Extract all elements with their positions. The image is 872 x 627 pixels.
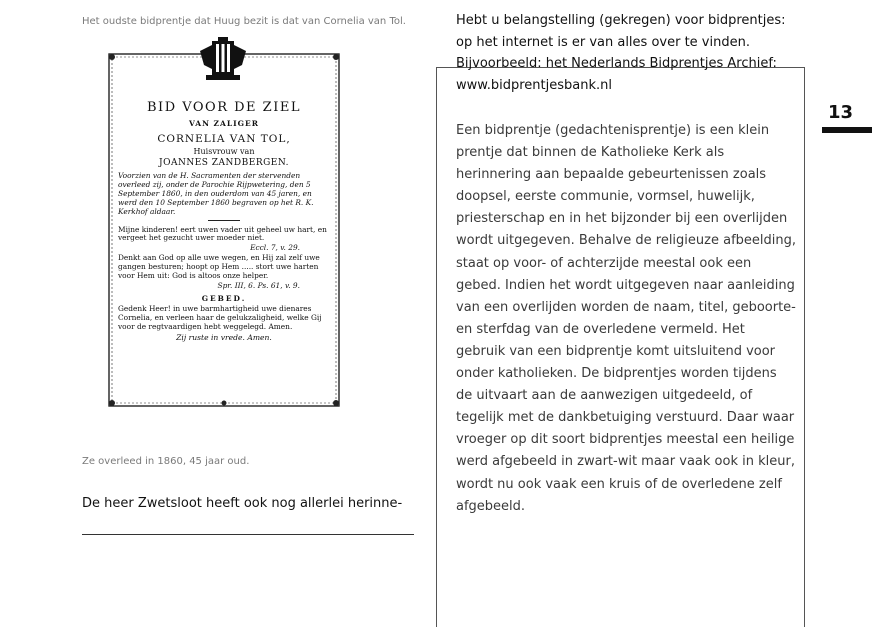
archive-link[interactable]: www.bidprentjesbank.nl — [456, 78, 612, 94]
card-prayer-heading: GEBED. — [201, 293, 247, 303]
card-reference-1: Eccl. 7, v. 29. — [250, 243, 300, 253]
intro-paragraph — [456, 10, 796, 97]
card-title: BID VOOR DE ZIEL — [147, 100, 301, 115]
card-details: Voorzien van de H. Sacramenten der stervenden overleed zij, onder de Parochie Rijpwetering, den 5 September 1860, in den ouderdom van 45 jaren, en werd den 10 September 1860 begraven op het R. K. Kerkhof aldaar. — [118, 171, 314, 216]
left-column-text: De heer Zwetsloot heeft ook nog allerlei herinne- — [82, 496, 403, 511]
card-subtitle: VAN ZALIGER — [189, 118, 259, 128]
card-divider — [208, 220, 240, 221]
page-number-tab — [822, 127, 872, 133]
card-deceased-name: CORNELIA VAN TOL, — [157, 132, 291, 145]
card-closing: Zij ruste in vrede. Amen. — [176, 333, 272, 343]
intro-text: Hebt u belangstelling (gekregen) voor bidprentjes: op het internet is er van alles over te vinden. Bijvoorbeeld: het Nederlands Bidprentjes Archief: — [456, 13, 786, 72]
page-number: 13 — [828, 102, 854, 123]
photo-caption-top: Het oudste bidprentje dat Huug bezit is dat van Cornelia van Tol. — [82, 16, 406, 27]
card-quote-2: Denkt aan God op alle uwe wegen, en Hij zal zelf uwe gangen besturen; hoopt op Hem ..... stort uwe harten voor Hem uit: God is altoos onze helper. — [118, 253, 320, 281]
left-column-rule — [82, 534, 414, 535]
prayer-card-image — [106, 35, 342, 409]
card-relation: Huisvrouw van — [193, 146, 255, 156]
card-emblem-icon — [198, 35, 248, 81]
card-reference-2: Spr. III, 6. Ps. 61, v. 9. — [217, 280, 300, 290]
card-quote-1: Mijne kinderen! eert uwen vader uit geheel uw hart, en vergeet het gezucht uwer moeder niet. — [118, 224, 327, 243]
card-husband-name: JOANNES ZANDBERGEN. — [158, 157, 290, 168]
photo-caption-bottom: Ze overleed in 1860, 45 jaar oud. — [82, 456, 250, 467]
card-prayer: Gedenk Heer! in uwe barmhartigheid uwe dienares Cornelia, en verleen haar de gelukzaligheid, welke Gij voor de regtvaardigen hebt weggelegd. Amen. — [118, 304, 322, 332]
body-paragraph: Een bidprentje (gedachtenisprentje) is een klein prentje dat binnen de Katholieke Kerk als herinnering aan bepaalde gebeurtenissen zoals doopsel, eerste communie, vormsel, huwelijk, priesterschap en in het bijzonder bij een overlijden wordt uitgegeven. Behalve de religieuze afbeelding, staat op voor- of achterzijde meestal ook een gebed. Indien het wordt uitgegeven naar aanleiding van een overlijden worden de naam, titel, geboorte- en sterfdag van de overledene vermeld. Het gebruik van een bidprentje komt uitsluitend voor onder katholieken. De bidprentjes worden tijdens de uitvaart aan de aanwezigen uitgedeeld, of tegelijk met de dankbetuiging verstuurd. Daar waar vroeger op dit soort bidprentjes meestal een heilige werd afgebeeld in zwart-wit maar vaak ook in kleur, wordt nu ook vaak een kruis of de overledene zelf afgebeeld. — [456, 123, 796, 514]
